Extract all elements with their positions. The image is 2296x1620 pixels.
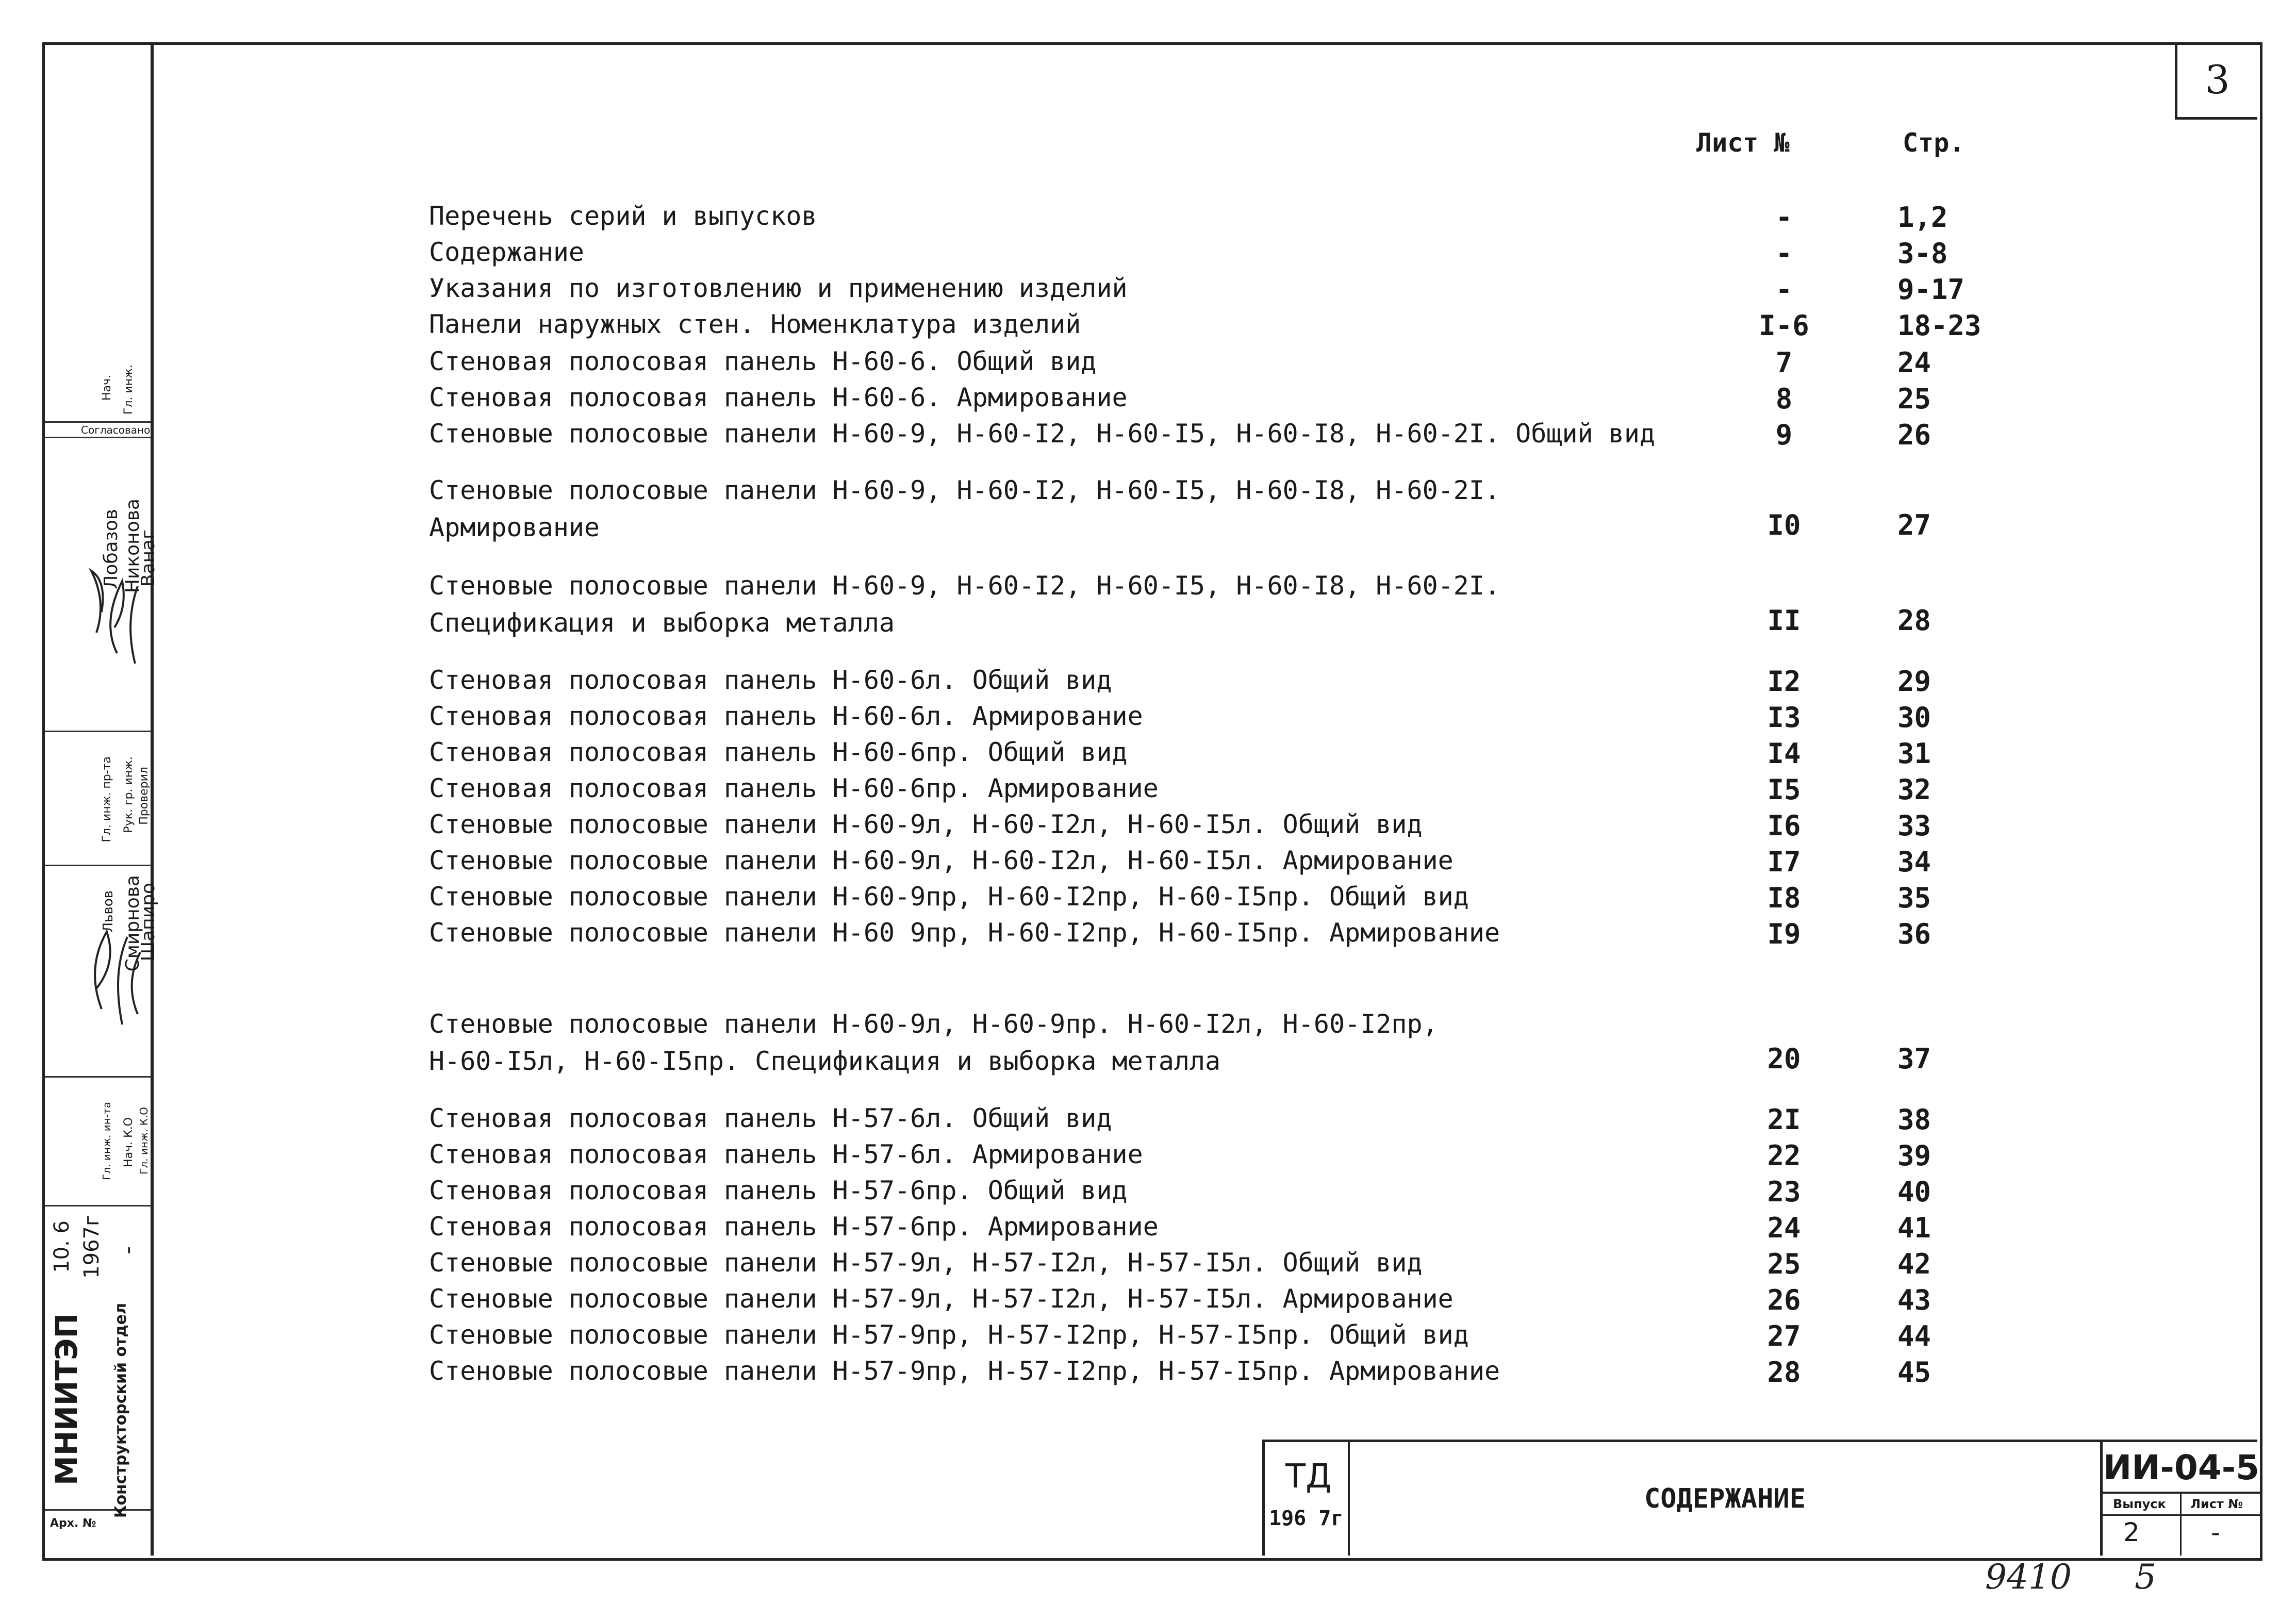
row-page-number: 1,2 — [1897, 201, 1948, 234]
row-page-number: 31 — [1897, 737, 1931, 770]
row-title — [429, 1139, 1143, 1169]
row-page-number: 30 — [1897, 701, 1931, 734]
row-sheet-number: I9 — [1767, 918, 1801, 950]
row-title-line: Стеновая полосовая панель Н-60-6. Армирование — [429, 383, 1128, 412]
row-sheet-number: 8 — [1775, 383, 1793, 415]
row-title — [429, 701, 1143, 731]
row-title-line: Стеновые полосовые панели Н-57-9пр, Н-57-I2пр, Н-57-I5пр. Общий вид — [429, 1320, 1469, 1350]
row-sheet-number: 22 — [1767, 1139, 1801, 1172]
row-title-line: Стеновые полосовые панели Н-60-9л, Н-60-I2л, Н-60-I5л. Общий вид — [429, 809, 1423, 839]
contents-row — [0, 201, 2062, 232]
role: Гл. инж. К.О — [138, 1107, 150, 1175]
contents-row — [0, 1284, 2062, 1315]
sheet-label: Лист № — [2190, 1497, 2243, 1511]
row-title-line: Стеновая полосовая панель Н-60-6. Общий вид — [429, 346, 1097, 376]
issue-value: 2 — [2123, 1517, 2140, 1547]
row-page-number: 32 — [1897, 773, 1931, 806]
row-sheet-number: I8 — [1767, 882, 1801, 914]
archive-label: Арх. № — [50, 1517, 96, 1530]
row-sheet-number: I0 — [1767, 509, 1801, 541]
contents-row — [0, 773, 2062, 804]
row-title-line: Указания по изготовлению и применению изделий — [429, 273, 1128, 303]
row-sheet-number: I2 — [1767, 665, 1801, 698]
row-page-number: 28 — [1897, 604, 1931, 637]
title-block — [1262, 1440, 2260, 1556]
row-page-number: 39 — [1897, 1139, 1931, 1172]
row-title-line: Стеновая полосовая панель Н-57-6пр. Армирование — [429, 1212, 1159, 1242]
contents-row — [0, 309, 2062, 340]
row-page-number: 37 — [1897, 1043, 1931, 1075]
row-title — [429, 1248, 1423, 1278]
contents-row — [0, 1248, 2062, 1279]
signature-marks — [45, 45, 151, 1556]
row-title-line: Стеновая полосовая панель Н-57-6пр. Общий вид — [429, 1176, 1128, 1205]
page-number: 3 — [2175, 42, 2257, 120]
row-title — [429, 201, 817, 231]
row-sheet-number: 28 — [1767, 1356, 1801, 1388]
row-title — [429, 1320, 1469, 1350]
row-sheet-number: II — [1767, 604, 1801, 637]
row-title — [429, 237, 584, 267]
td-year: 196 7г — [1269, 1507, 1344, 1530]
row-title — [429, 472, 1500, 546]
row-page-number: 33 — [1897, 809, 1931, 842]
document-title: СОДЕРЖАНИЕ — [1644, 1483, 1806, 1514]
role: Гл. инж. пр-та — [101, 756, 113, 842]
row-title-line: Стеновые полосовые панели Н-60-9, Н-60-I2, Н-60-I5, Н-60-I8, Н-60-2I. Общий вид — [429, 419, 1656, 449]
row-title — [429, 846, 1453, 875]
contents-row — [0, 1103, 2062, 1134]
row-title-line: Н-60-I5л, Н-60-I5пр. Спецификация и выборка металла — [429, 1046, 1221, 1076]
row-title — [429, 1005, 1438, 1080]
row-page-number: 27 — [1897, 509, 1931, 541]
row-page-number: 9-17 — [1897, 273, 1965, 306]
contents-row — [0, 1320, 2062, 1351]
contents-row — [0, 809, 2062, 840]
row-title-line: Стеновые полосовые панели Н-60-9, Н-60-I2, Н-60-I5, Н-60-I8, Н-60-2I. — [429, 571, 1500, 601]
row-title — [429, 918, 1500, 948]
row-page-number: 3-8 — [1897, 237, 1948, 270]
row-title-line: Стеновая полосовая панель Н-60-6пр. Армирование — [429, 773, 1159, 803]
row-page-number: 40 — [1897, 1176, 1931, 1208]
sheet-value: - — [2211, 1517, 2221, 1547]
row-page-number: 26 — [1897, 419, 1931, 451]
contents-row — [0, 1212, 2062, 1243]
row-title — [429, 1212, 1159, 1242]
td-label: ТД — [1285, 1458, 1332, 1496]
role: Нач. К.О — [122, 1117, 135, 1167]
role: Нач. — [101, 375, 113, 401]
contents-row — [0, 918, 2062, 949]
row-page-number: 18-23 — [1897, 309, 1981, 342]
row-title — [429, 1284, 1453, 1314]
year: 1967г — [80, 1215, 104, 1279]
contents-row — [0, 665, 2062, 696]
row-title-line: Стеновая полосовая панель Н-57-6л. Общий вид — [429, 1103, 1112, 1133]
contents-row — [0, 419, 2062, 450]
td-cell — [1265, 1442, 1350, 1556]
row-page-number: 42 — [1897, 1248, 1931, 1280]
role: Рук. гр. инж. — [122, 756, 135, 833]
row-title — [429, 1176, 1128, 1205]
row-page-number: 43 — [1897, 1284, 1931, 1316]
contents-row — [0, 846, 2062, 877]
page-column-header: Стр. — [1903, 128, 1965, 158]
row-page-number: 35 — [1897, 882, 1931, 914]
row-title — [429, 737, 1128, 767]
side-stamp — [45, 45, 159, 1556]
department-name: Конструкторский отдел — [112, 1303, 130, 1518]
row-title — [429, 383, 1128, 412]
row-title-line: Спецификация и выборка металла — [429, 608, 895, 638]
signer-name: Львов — [101, 890, 116, 933]
row-sheet-number: I6 — [1767, 809, 1801, 842]
row-title — [429, 773, 1159, 803]
row-title-line: Стеновые полосовые панели Н-57-9л, Н-57-I2л, Н-57-I5л. Армирование — [429, 1284, 1453, 1314]
role: Гл. инж. — [122, 365, 135, 415]
signer-name: Никонова — [122, 499, 143, 593]
row-sheet-number: 27 — [1767, 1320, 1801, 1352]
contents-row — [0, 701, 2062, 732]
document-code: ИИ-04-5 — [2103, 1442, 2260, 1494]
row-sheet-number: 9 — [1775, 419, 1793, 451]
role: Гл. инж. ин-та — [101, 1102, 113, 1180]
sheet-column-header: Лист № — [1696, 128, 1790, 158]
row-title — [429, 1356, 1500, 1386]
row-title-line: Панели наружных стен. Номенклатура изделий — [429, 309, 1081, 339]
row-page-number: 34 — [1897, 846, 1931, 878]
row-page-number: 44 — [1897, 1320, 1931, 1352]
row-sheet-number: I7 — [1767, 846, 1801, 878]
row-sheet-number: - — [1775, 201, 1793, 234]
handwritten-number-right: 5 — [2135, 1557, 2156, 1597]
row-page-number: 45 — [1897, 1356, 1931, 1388]
contents-row — [0, 1139, 2062, 1170]
contents-row — [0, 1176, 2062, 1206]
contents-row — [0, 882, 2062, 913]
row-sheet-number: - — [1775, 237, 1793, 270]
row-sheet-number: 23 — [1767, 1176, 1801, 1208]
row-title-line: Стеновые полосовые панели Н-60-9пр, Н-60-I2пр, Н-60-I5пр. Общий вид — [429, 882, 1469, 912]
row-sheet-number: I5 — [1767, 773, 1801, 806]
row-sheet-number: 7 — [1775, 346, 1793, 379]
row-title — [429, 273, 1128, 303]
row-page-number: 25 — [1897, 383, 1931, 415]
row-title — [429, 309, 1081, 339]
code-cell — [2100, 1442, 2260, 1556]
row-title-line: Стеновые полосовые панели Н-60-9, Н-60-I2, Н-60-I5, Н-60-I8, Н-60-2I. — [429, 475, 1500, 505]
row-title-line: Стеновые полосовые панели Н-57-9л, Н-57-I2л, Н-57-I5л. Общий вид — [429, 1248, 1423, 1278]
contents-row — [0, 346, 2062, 377]
contents-row — [0, 273, 2062, 304]
row-title-line: Перечень серий и выпусков — [429, 201, 817, 231]
row-title-line: Стеновая полосовая панель Н-60-6л. Армирование — [429, 701, 1143, 731]
row-page-number: 29 — [1897, 665, 1931, 698]
row-title-line: Стеновые полосовые панели Н-60-9л, Н-60-9пр. Н-60-I2л, Н-60-I2пр, — [429, 1009, 1438, 1039]
row-title-line: Стеновые полосовые панели Н-60 9пр, Н-60-I2пр, Н-60-I5пр. Армирование — [429, 918, 1500, 948]
row-sheet-number: 20 — [1767, 1043, 1801, 1075]
contents-row — [0, 567, 2062, 638]
contents-row — [0, 237, 2062, 268]
contents-row — [0, 737, 2062, 768]
row-title-line: Стеновая полосовая панель Н-57-6л. Армирование — [429, 1139, 1143, 1169]
row-title — [429, 567, 1500, 641]
row-sheet-number: - — [1775, 273, 1793, 306]
row-title — [429, 419, 1655, 449]
handwritten-number-left: 9410 — [1985, 1557, 2072, 1597]
row-title-line: Армирование — [429, 513, 600, 542]
row-sheet-number: 2I — [1767, 1103, 1801, 1136]
row-title-line: Стеновая полосовая панель Н-60-6л. Общий вид — [429, 665, 1112, 695]
contents-row — [0, 472, 2062, 542]
row-sheet-number: I4 — [1767, 737, 1801, 770]
contents-row — [0, 1356, 2062, 1387]
contents-row — [0, 1005, 2062, 1076]
row-title — [429, 809, 1423, 839]
issue-label: Выпуск — [2113, 1497, 2166, 1511]
dash: - — [114, 1246, 141, 1254]
row-page-number: 24 — [1897, 346, 1931, 379]
date: 10. 6 — [50, 1220, 74, 1273]
signer-name: Ванаг — [138, 530, 159, 587]
row-page-number: 36 — [1897, 918, 1931, 950]
agreed-label: Согласовано — [81, 424, 151, 436]
signer-name: Шапиро — [138, 883, 159, 962]
row-page-number: 41 — [1897, 1212, 1931, 1244]
row-title-line: Содержание — [429, 237, 585, 267]
row-title — [429, 882, 1469, 912]
row-title — [429, 665, 1112, 695]
row-title — [429, 1103, 1112, 1133]
signer-name: Лобазов — [101, 509, 122, 589]
row-title-line: Стеновые полосовые панели Н-57-9пр, Н-57-I2пр, Н-57-I5пр. Армирование — [429, 1356, 1500, 1386]
signer-name: Смирнова — [122, 875, 143, 972]
row-page-number: 38 — [1897, 1103, 1931, 1136]
row-title — [429, 346, 1096, 376]
role: Проверил — [138, 767, 151, 825]
org-name: МНИИТЭП — [49, 1313, 84, 1486]
row-sheet-number: 24 — [1767, 1212, 1801, 1244]
row-sheet-number: I3 — [1767, 701, 1801, 734]
row-sheet-number: 25 — [1767, 1248, 1801, 1280]
row-title-line: Стеновая полосовая панель Н-60-6пр. Общий вид — [429, 737, 1128, 767]
row-sheet-number: I-6 — [1759, 309, 1809, 342]
contents-row — [0, 383, 2062, 414]
row-sheet-number: 26 — [1767, 1284, 1801, 1316]
row-title-line: Стеновые полосовые панели Н-60-9л, Н-60-I2л, Н-60-I5л. Армирование — [429, 846, 1453, 875]
